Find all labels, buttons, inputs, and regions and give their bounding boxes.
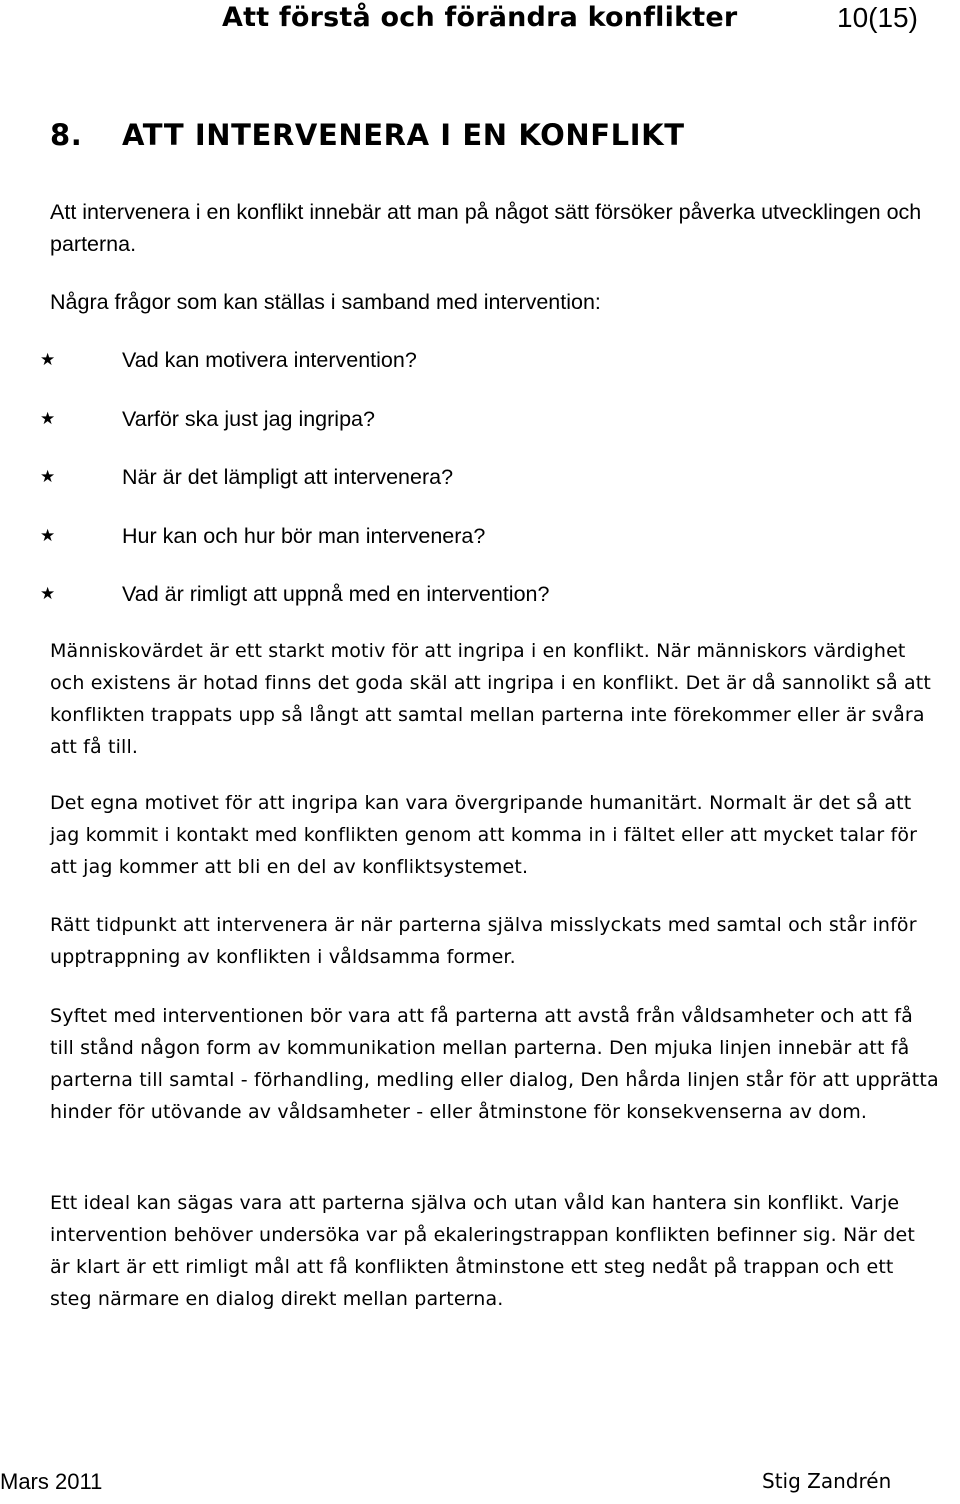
list-item [40, 578, 549, 637]
star-icon: ★ [40, 525, 56, 545]
footer-author: Stig Zandrén [762, 1469, 892, 1493]
page-number: 10(15) [837, 2, 918, 33]
question-text: Vad kan motivera intervention? [122, 348, 417, 372]
question-text: Varför ska just jag ingripa? [122, 406, 375, 431]
questions-lead: Några frågor som kan ställas i samband med intervention: [50, 290, 601, 314]
star-icon: ★ [40, 467, 56, 486]
section-title: ATT INTERVENERA I EN KONFLIKT [122, 118, 685, 152]
body-paragraph: Ett ideal kan sägas vara att parterna själva och utan våld kan hantera sin konflikt. Varje intervention behöver undersöka var på ekaleringstrappan konflikten befinner sig. När det är klart är ett rimligt mål att få konflikten åtminstone ett steg nedåt på trappan och ett steg närmare en dialog direkt mellan parterna. [50, 1192, 915, 1310]
body-paragraph: Rätt tidpunkt att intervenera är när parterna själva misslyckats med samtal och står inför upptrappning av konflikten i våldsamma former. [50, 914, 917, 968]
body-paragraph: Det egna motivet för att ingripa kan vara övergripande humanitärt. Normalt är det så att jag kommit i kontakt med konflikten genom att komma in i fältet eller att mycket talar för att jag kommer att bli en del av konfliktsystemet. [50, 792, 918, 878]
list-item [40, 461, 549, 520]
section-number: 8. [50, 118, 83, 152]
question-text: Hur kan och hur bör man intervenera? [122, 523, 486, 548]
star-icon: ★ [40, 350, 56, 369]
questions-list [40, 344, 549, 637]
intro-paragraph: Att intervenera i en konflikt innebär att man på något sätt försöker påverka utvecklingen och parterna. [50, 200, 922, 256]
body-paragraph: Människovärdet är ett starkt motiv för att ingripa i en konflikt. När människors värdighet och existens är hotad finns det goda skäl att ingripa i en konflikt. Det är då sannolikt så att konflikten trappats upp så långt att samtal mellan parterna inte förekommer eller är svåra att få till. [50, 640, 931, 758]
question-text: Vad är rimligt att uppnå med en intervention? [122, 582, 550, 606]
question-text: När är det lämpligt att intervenera? [122, 465, 454, 489]
star-icon: ★ [40, 408, 56, 428]
list-item [40, 344, 549, 403]
star-icon: ★ [40, 584, 56, 603]
section-heading [50, 118, 685, 152]
list-item [40, 403, 549, 462]
body-paragraph: Syftet med interventionen bör vara att få parterna att avstå från våldsamheter och att få till stånd någon form av kommunikation mellan parterna. Den mjuka linjen innebär att få parterna till samtal - förhandling, medling eller dialog, Den hårda linjen står för att upprätta hinder för utövande av våldsamheter - eller åtminstone för konsekvenserna av dom. [50, 1005, 939, 1123]
document-title: Att förstå och förändra konflikter [222, 2, 738, 33]
footer-date: Mars 2011 [0, 1469, 103, 1494]
list-item [40, 520, 549, 579]
